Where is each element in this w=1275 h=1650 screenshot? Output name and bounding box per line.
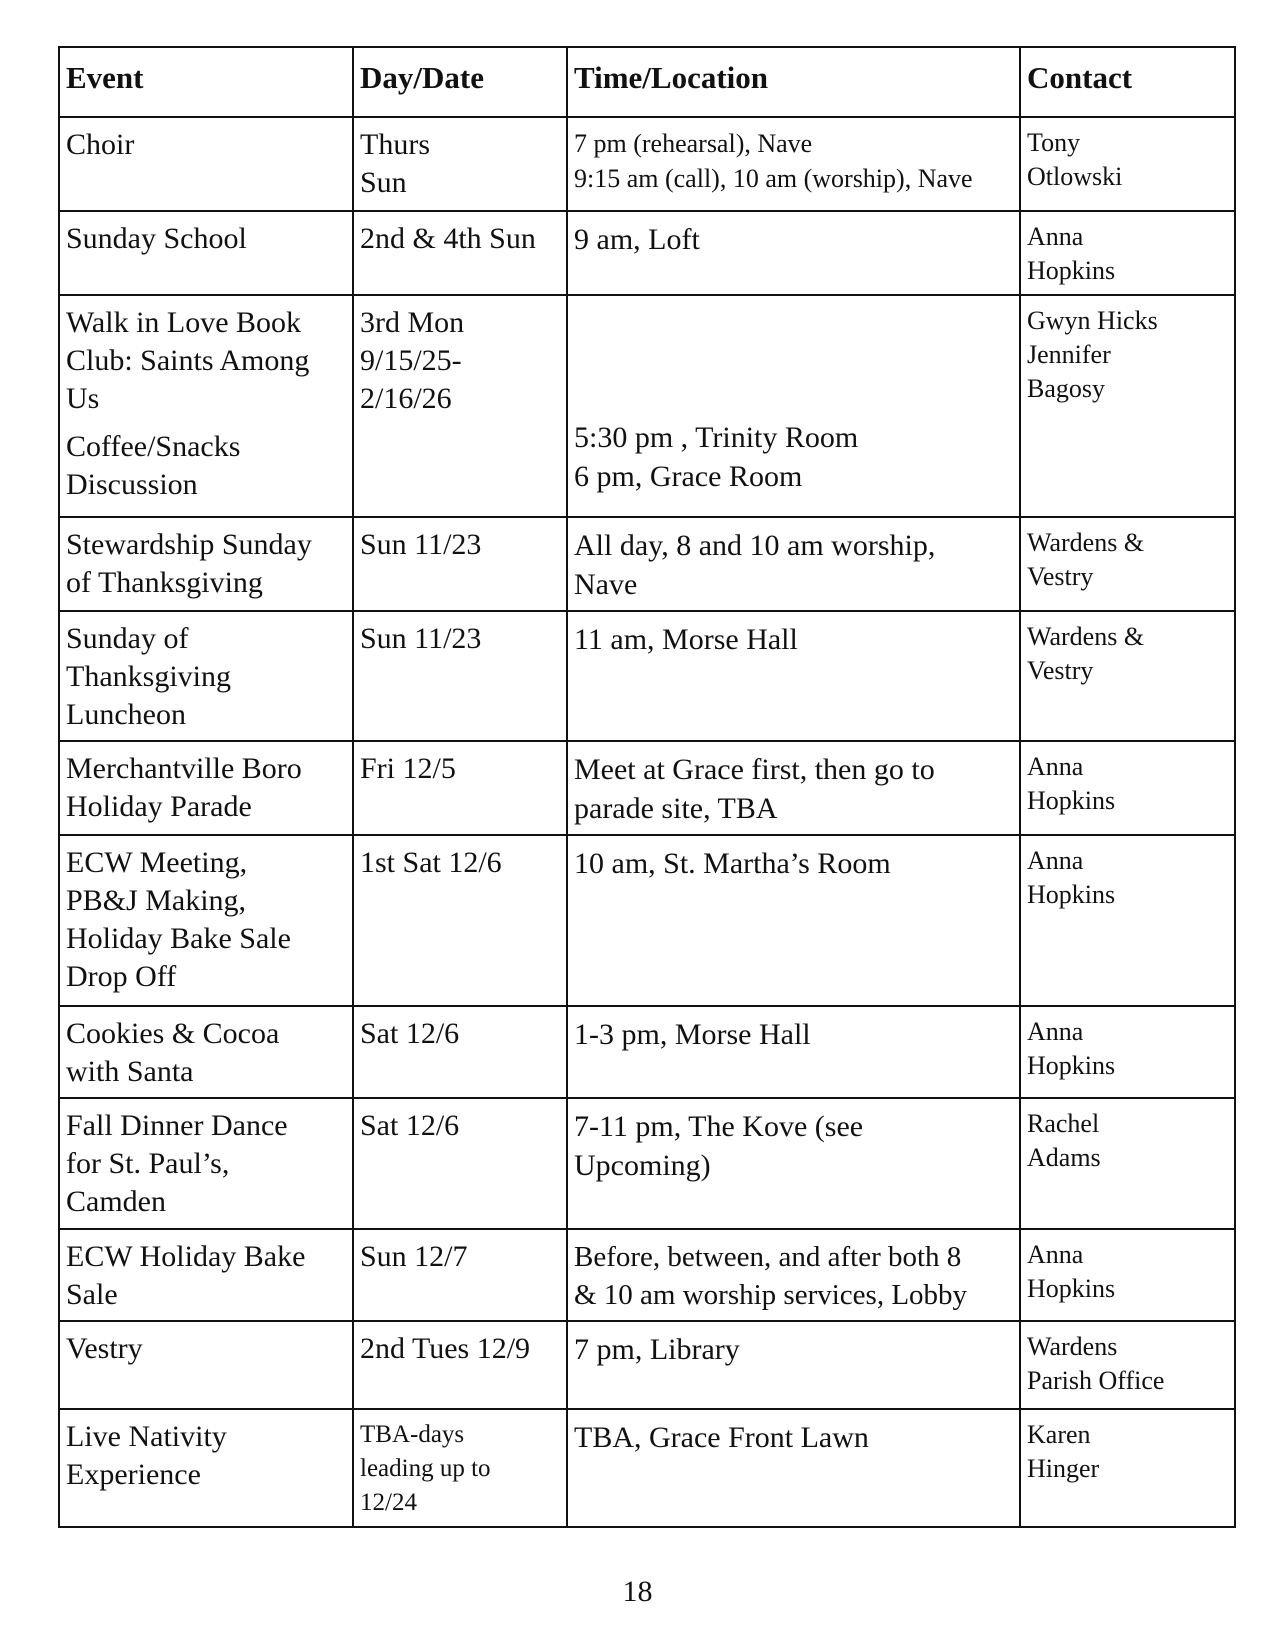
time-cell: 10 am, St. Martha’s Room <box>567 835 1020 1006</box>
table-row <box>59 1321 1235 1409</box>
time-cell: Meet at Grace first, then go to parade site, TBA <box>567 741 1020 835</box>
event-cell: Vestry <box>59 1321 353 1409</box>
table-row <box>59 1006 1235 1098</box>
day-cell: Sat 12/6 <box>353 1098 567 1229</box>
day-cell: Fri 12/5 <box>353 741 567 835</box>
table-row <box>59 741 1235 835</box>
time-cell: 9 am, Loft <box>567 211 1020 295</box>
day-cell: Sun 12/7 <box>353 1229 567 1321</box>
contact-cell: Tony Otlowski <box>1020 117 1235 211</box>
event-cell: ECW Meeting, PB&J Making, Holiday Bake Sale Drop Off <box>59 835 353 1006</box>
contact-cell: Rachel Adams <box>1020 1098 1235 1229</box>
event-cell: Walk in Love Book Club: Saints Among Us Coffee/Snacks Discussion <box>59 295 353 517</box>
event-cell: Sunday of Thanksgiving Luncheon <box>59 611 353 741</box>
table-row <box>59 611 1235 741</box>
day-cell: Sun 11/23 <box>353 517 567 611</box>
table-row <box>59 1409 1235 1527</box>
header-time-location: Time/Location <box>567 47 1020 117</box>
event-cell: Choir <box>59 117 353 211</box>
day-cell: Thurs Sun <box>353 117 567 211</box>
table-row <box>59 211 1235 295</box>
contact-cell: Karen Hinger <box>1020 1409 1235 1527</box>
day-cell: 2nd & 4th Sun <box>353 211 567 295</box>
header-day-date: Day/Date <box>353 47 567 117</box>
time-cell: 7 pm (rehearsal), Nave 9:15 am (call), 10 am (worship), Nave <box>567 117 1020 211</box>
table-row <box>59 1098 1235 1229</box>
time-cell: TBA, Grace Front Lawn <box>567 1409 1020 1527</box>
time-cell: 5:30 pm , Trinity Room 6 pm, Grace Room <box>567 295 1020 517</box>
table-row <box>59 517 1235 611</box>
event-cell: Fall Dinner Dance for St. Paul’s, Camden <box>59 1098 353 1229</box>
table-row <box>59 835 1235 1006</box>
contact-cell: Anna Hopkins <box>1020 741 1235 835</box>
day-cell: TBA-days leading up to 12/24 <box>353 1409 567 1527</box>
day-cell: 3rd Mon 9/15/25- 2/16/26 <box>353 295 567 517</box>
time-cell: 7 pm, Library <box>567 1321 1020 1409</box>
day-cell: Sat 12/6 <box>353 1006 567 1098</box>
day-cell: 1st Sat 12/6 <box>353 835 567 1006</box>
event-cell: Merchantville Boro Holiday Parade <box>59 741 353 835</box>
header-event: Event <box>59 47 353 117</box>
contact-cell: Anna Hopkins <box>1020 1229 1235 1321</box>
event-cell: Stewardship Sunday of Thanksgiving <box>59 517 353 611</box>
contact-cell: Gwyn Hicks Jennifer Bagosy <box>1020 295 1235 517</box>
events-table <box>58 46 1236 1528</box>
time-cell: 7-11 pm, The Kove (see Upcoming) <box>567 1098 1020 1229</box>
table-row <box>59 295 1235 517</box>
contact-cell: Anna Hopkins <box>1020 1006 1235 1098</box>
contact-cell: Anna Hopkins <box>1020 211 1235 295</box>
contact-cell: Wardens & Vestry <box>1020 611 1235 741</box>
page-number: 18 <box>622 1575 653 1608</box>
header-contact: Contact <box>1020 47 1235 117</box>
event-cell: Live Nativity Experience <box>59 1409 353 1527</box>
table-row <box>59 117 1235 211</box>
event-cell: Cookies & Cocoa with Santa <box>59 1006 353 1098</box>
contact-cell: Wardens & Vestry <box>1020 517 1235 611</box>
time-cell: 11 am, Morse Hall <box>567 611 1020 741</box>
contact-cell: Anna Hopkins <box>1020 835 1235 1006</box>
event-cell: ECW Holiday Bake Sale <box>59 1229 353 1321</box>
table-row <box>59 1229 1235 1321</box>
event-cell: Sunday School <box>59 211 353 295</box>
day-cell: Sun 11/23 <box>353 611 567 741</box>
day-cell: 2nd Tues 12/9 <box>353 1321 567 1409</box>
time-cell: Before, between, and after both 8 & 10 am worship services, Lobby <box>567 1229 1020 1321</box>
time-cell: 1-3 pm, Morse Hall <box>567 1006 1020 1098</box>
time-cell: All day, 8 and 10 am worship, Nave <box>567 517 1020 611</box>
contact-cell: Wardens Parish Office <box>1020 1321 1235 1409</box>
header-row <box>59 47 1235 117</box>
